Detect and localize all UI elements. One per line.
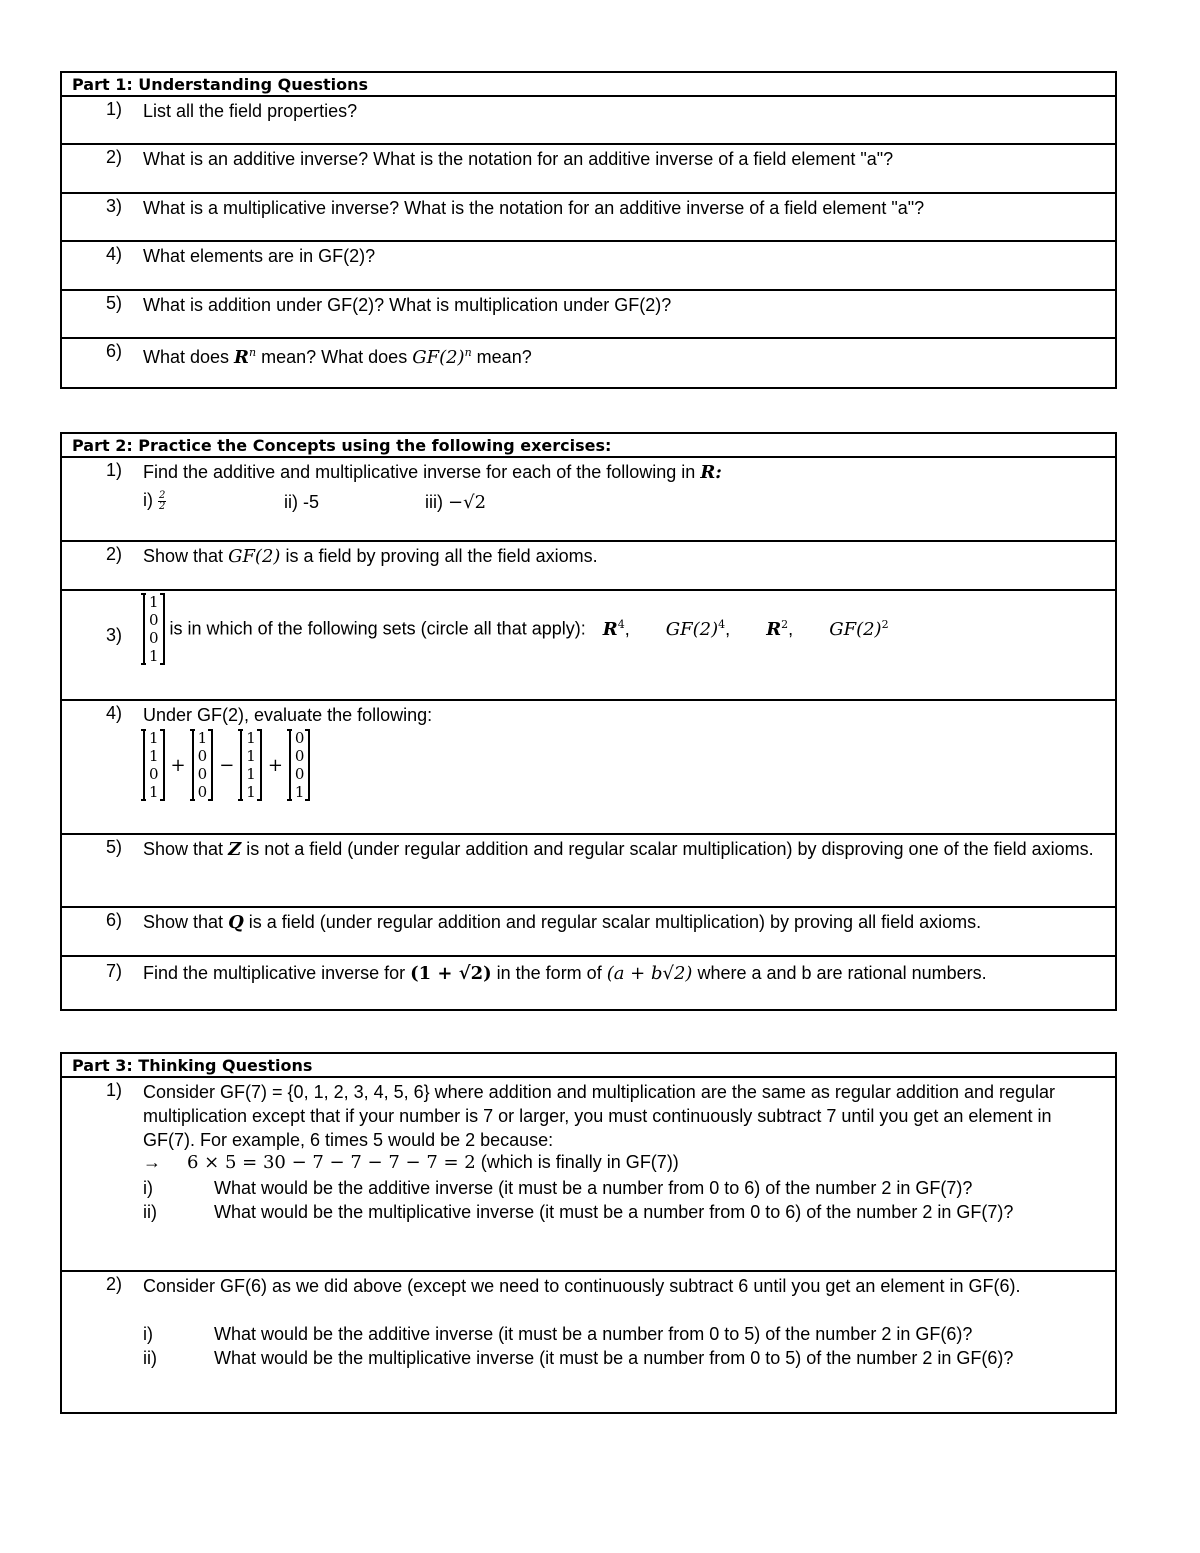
question-text: What is an additive inverse? What is the notation for an additive inverse of a field element "a"? xyxy=(143,149,894,169)
text-segment: (which is finally in GF(7)) xyxy=(480,1152,679,1172)
exponent: n xyxy=(249,346,257,359)
exponent: 2 xyxy=(781,618,789,631)
question-number: 6) xyxy=(106,341,123,361)
part1-title: Part 1: Understanding Questions xyxy=(62,73,1115,97)
column-vector xyxy=(143,729,165,801)
text-segment: Show that xyxy=(143,546,229,566)
vector-entry: 0 xyxy=(197,765,208,783)
question-number: 3) xyxy=(106,625,123,645)
text-segment: Find the additive and multiplicative inverse for each of the following in xyxy=(143,462,701,482)
math-expression: (a + b√2) xyxy=(606,963,693,984)
item-iii xyxy=(425,492,486,513)
part2-question-6 xyxy=(62,908,1115,957)
question-text xyxy=(143,544,1107,569)
item-ii xyxy=(284,492,319,513)
gf-symbol: GF(2) xyxy=(228,546,281,567)
part2-question-1 xyxy=(62,458,1115,542)
vector-entry: 1 xyxy=(149,747,159,765)
real-set-symbol: R xyxy=(234,347,250,368)
part3-question-2 xyxy=(62,1272,1115,1412)
column-vector xyxy=(240,729,262,801)
math-expression: (1 + √2) xyxy=(410,963,492,984)
text-segment: is not a field (under regular addition and regular scalar multiplication) by disproving one of the field axioms. xyxy=(241,839,1094,859)
vector-entry: 1 xyxy=(197,729,208,747)
vector-entry: 1 xyxy=(246,765,256,783)
part3-question-1 xyxy=(62,1078,1115,1272)
question-number: 1) xyxy=(106,460,123,480)
real-set-symbol: R: xyxy=(700,462,722,483)
vector-entry: 1 xyxy=(149,783,159,801)
exponent: 2 xyxy=(881,618,889,631)
question-text xyxy=(143,961,1107,986)
item-text: What would be the additive inverse (it must be a number from 0 to 6) of the number 2 in GF(7)? xyxy=(214,1178,973,1198)
vector-entry: 1 xyxy=(246,747,256,765)
item-label: ii) xyxy=(143,1202,157,1222)
column-vector xyxy=(289,729,311,801)
part1-question-6 xyxy=(62,339,1115,385)
real-set-symbol: R xyxy=(602,619,618,640)
question-text: List all the field properties? xyxy=(143,101,358,121)
minus-operator: − xyxy=(219,754,235,776)
question-text: What elements are in GF(2)? xyxy=(143,246,376,266)
question-number: 7) xyxy=(106,961,123,981)
item-label: i) xyxy=(143,1324,153,1344)
text-segment: What does xyxy=(143,347,235,367)
part1-question-4 xyxy=(62,242,1115,291)
text-segment: mean? What does xyxy=(256,347,413,367)
question-text: Under GF(2), evaluate the following: xyxy=(143,705,433,725)
question-text: What is addition under GF(2)? What is multiplication under GF(2)? xyxy=(143,295,672,315)
gf-symbol: GF(2) xyxy=(829,619,882,640)
question-number: 2) xyxy=(106,147,123,167)
gf-symbol: GF(2) xyxy=(665,619,719,640)
part1-question-2 xyxy=(62,145,1115,194)
vector-entry: 0 xyxy=(294,729,305,747)
question-text xyxy=(143,593,889,665)
question-number: 2) xyxy=(106,544,123,564)
vector-entry: 0 xyxy=(294,765,305,783)
arrow-icon: → xyxy=(143,1152,161,1172)
item-label: i) xyxy=(143,490,153,510)
vector-entry: 1 xyxy=(246,729,256,747)
text-segment: Show that xyxy=(143,912,229,932)
question-number: 4) xyxy=(106,703,123,723)
vector-entry: 0 xyxy=(197,783,208,801)
real-set-symbol: R xyxy=(766,619,782,640)
part2-question-4 xyxy=(62,701,1115,835)
math-expression: 6 × 5 = 30 − 7 − 7 − 7 − 7 = 2 xyxy=(187,1152,476,1173)
item-value: -5 xyxy=(303,492,320,512)
item-label: i) xyxy=(143,1178,153,1198)
item-text: What would be the multiplicative inverse (it must be a number from 0 to 6) of the number 2 in GF(7)? xyxy=(214,1202,1014,1222)
part1-table xyxy=(60,71,1117,389)
text-segment: is in which of the following sets (circle all that apply): xyxy=(164,618,586,639)
part1-question-1 xyxy=(62,97,1115,145)
vector-entry: 0 xyxy=(149,611,159,629)
question-text xyxy=(143,460,1107,485)
vector-entry: 0 xyxy=(197,747,208,765)
set-options xyxy=(603,618,889,640)
integer-set-symbol: Z xyxy=(228,839,242,860)
part2-question-5 xyxy=(62,835,1115,908)
text-segment: Find the multiplicative inverse for xyxy=(143,963,411,983)
gf-symbol: GF(2) xyxy=(412,347,465,368)
exponent: 4 xyxy=(617,618,625,631)
text-segment: Show that xyxy=(143,839,229,859)
question-number: 5) xyxy=(106,837,123,857)
vector-entry: 1 xyxy=(149,593,159,611)
question-text xyxy=(143,341,1107,370)
question-text: Consider GF(6) as we did above (except we need to continuously subtract 6 until you get an element in GF(6). xyxy=(143,1276,1021,1296)
question-number: 1) xyxy=(106,99,123,119)
plus-operator: + xyxy=(267,754,283,776)
part3-table xyxy=(60,1052,1117,1414)
item-i xyxy=(143,490,166,512)
item-label: ii) xyxy=(284,492,298,512)
part2-question-2 xyxy=(62,542,1115,591)
column-vector xyxy=(143,593,165,665)
example-line xyxy=(143,1152,679,1173)
column-vector xyxy=(192,729,214,801)
part1-question-3 xyxy=(62,194,1115,242)
part2-table xyxy=(60,432,1117,1011)
vector-entry: 1 xyxy=(294,783,305,801)
separator: , xyxy=(788,619,794,639)
numerator: 2 xyxy=(159,489,166,501)
question-number: 4) xyxy=(106,244,123,264)
question-number: 2) xyxy=(106,1274,123,1294)
part3-title: Part 3: Thinking Questions xyxy=(62,1054,1115,1078)
vector-entry: 0 xyxy=(149,765,159,783)
denominator: 2 xyxy=(159,500,166,512)
part2-title: Part 2: Practice the Concepts using the following exercises: xyxy=(62,434,1115,458)
text-segment: is a field (under regular addition and regular scalar multiplication) by proving all field axioms. xyxy=(243,912,982,932)
item-label: ii) xyxy=(143,1348,157,1368)
vector-entry: 1 xyxy=(246,783,256,801)
matrix-expression xyxy=(143,729,310,801)
separator: , xyxy=(624,619,630,639)
part1-question-5 xyxy=(62,291,1115,339)
part2-question-3 xyxy=(62,591,1115,701)
question-text xyxy=(143,837,1107,862)
fraction xyxy=(158,491,166,512)
vector-entry: 0 xyxy=(294,747,305,765)
text-segment: is a field by proving all the field axioms. xyxy=(280,546,598,566)
question-text: Consider GF(7) = {0, 1, 2, 3, 4, 5, 6} where addition and multiplication are the same as regular addition and regular multiplication except that if your number is 7 or larger, you must continuously subtract 7 until you get an element in GF(7). For example, 6 times 5 would be 2 because: xyxy=(143,1082,1056,1150)
question-number: 1) xyxy=(106,1080,123,1100)
question-text xyxy=(143,910,1107,935)
question-number: 5) xyxy=(106,293,123,313)
vector-entry: 0 xyxy=(149,629,159,647)
vector-entry: 1 xyxy=(149,729,159,747)
text-segment: mean? xyxy=(471,347,532,367)
item-value: −√2 xyxy=(448,492,487,513)
question-text: What is a multiplicative inverse? What is the notation for an additive inverse of a field element "a"? xyxy=(143,198,925,218)
rational-set-symbol: Q xyxy=(228,912,244,933)
plus-operator: + xyxy=(170,754,186,776)
question-number: 3) xyxy=(106,196,123,216)
part2-question-7 xyxy=(62,957,1115,1009)
item-label: iii) xyxy=(425,492,443,512)
text-segment: in the form of xyxy=(491,963,607,983)
item-text: What would be the multiplicative inverse (it must be a number from 0 to 5) of the number 2 in GF(6)? xyxy=(214,1348,1014,1368)
vector-entry: 1 xyxy=(149,647,159,665)
exponent: n xyxy=(464,346,472,359)
exponent: 4 xyxy=(718,618,726,631)
text-segment: where a and b are rational numbers. xyxy=(692,963,987,983)
item-text: What would be the additive inverse (it must be a number from 0 to 5) of the number 2 in GF(6)? xyxy=(214,1324,973,1344)
separator: , xyxy=(725,619,731,639)
question-number: 6) xyxy=(106,910,123,930)
